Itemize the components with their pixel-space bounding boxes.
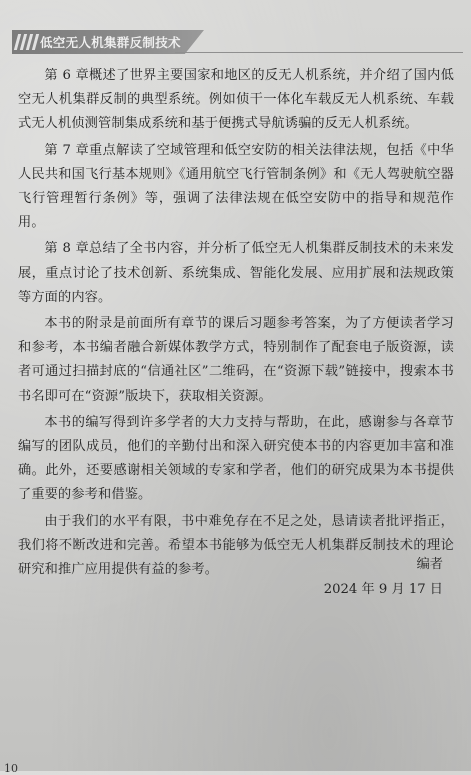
body-text bbox=[18, 64, 454, 582]
paragraph-closing: 由于我们的水平有限，书中难免存在不足之处，恳请读者批评指正，我们将不断改进和完善。希望本书能够为低空无人机集群反制技术的理论研究和推广应用提供有益的参考。 bbox=[18, 513, 454, 578]
paragraph-chapter-8: 第 8 章总结了全书内容，并分析了低空无人机集群反制技术的未来发展，重点讨论了技术创新、系统集成、智能化发展、应用扩展和法规政策等方面的内容。 bbox=[18, 241, 454, 305]
page-number: 10 bbox=[4, 762, 18, 775]
signature-author: 编者 bbox=[416, 557, 443, 572]
paragraph-chapter-7: 第 7 章重点解读了空域管理和低空安防的相关法律法规，包括《中华人民共和国飞行基本规则》《通用航空飞行管制条例》和《无人驾驶航空器飞行管理暂行条例》等，强调了法律法规在低空安防中的指导和规范作用。 bbox=[18, 142, 454, 231]
header-stripes-decoration bbox=[16, 34, 37, 50]
signature-date: 2024 年 9 月 17 日 bbox=[323, 582, 443, 597]
paragraph-acknowledgement: 本书的编写得到许多学者的大力支持与帮助，在此，感谢参与各章节编写的团队成员，他们的辛勤付出和深入研究使本书的内容更加丰富和准确。此外，还要感谢相关领域的专家和学者，他们的研究成果为本书提供了重要的参考和借鉴。 bbox=[18, 414, 454, 503]
paragraph-appendix: 本书的附录是前面所有章节的课后习题参考答案，为了方便读者学习和参考，本书编者融合新媒体教学方式，特别制作了配套电子版资源，读者可通过扫描封底的“信通社区”二维码，在“资源下载”链接中，搜索本书书名即可在“资源”版块下，获取相关资源。 bbox=[18, 316, 454, 404]
running-header-title: 低空无人机集群反制技术 bbox=[40, 35, 181, 50]
paragraph-chapter-6: 第 6 章概述了世界主要国家和地区的反无人机系统，并介绍了国内低空无人机集群反制的典型系统。例如侦干一体化车载反无人机系统、车载式无人机侦测管制集成系统和基于便携式导航诱骗的反无人机系统。 bbox=[18, 68, 454, 132]
header-rule bbox=[175, 52, 463, 53]
